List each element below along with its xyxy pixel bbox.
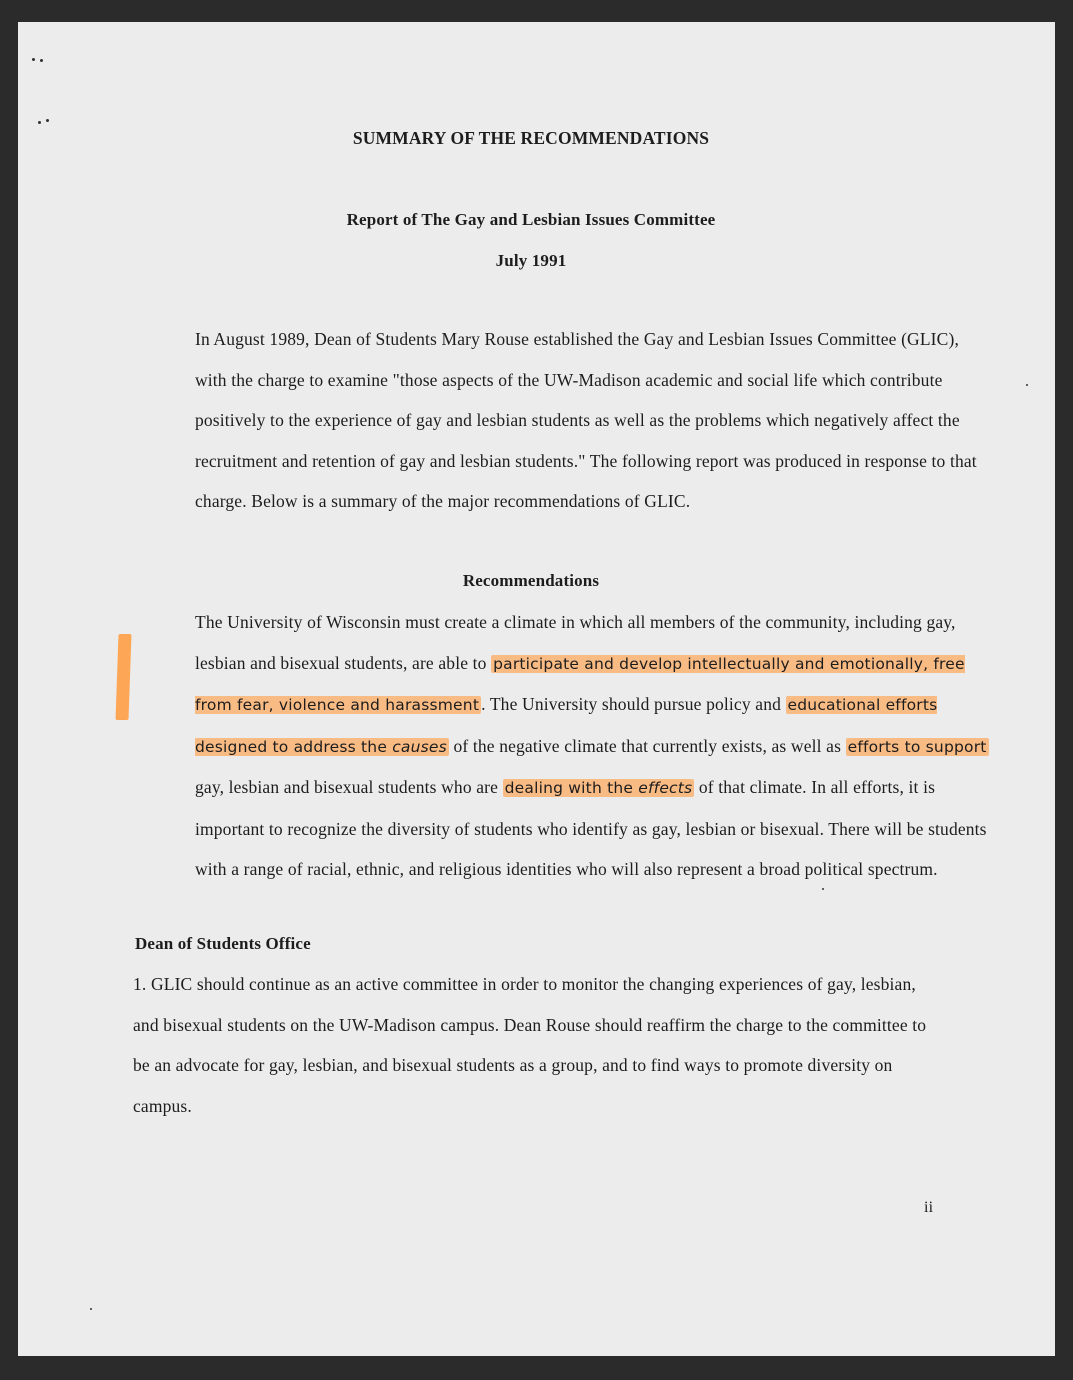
dust-speck <box>90 1308 92 1310</box>
recommendations-paragraph <box>133 602 995 890</box>
paragraph-text: of that climate. In all efforts, it is important to recognize the diversity of students who identify as gay, lesbian or bisexual. There will be students with a range of racial, ethnic, and religious identities who will also represent a broad political spectrum. <box>195 777 987 879</box>
highlighted-text-part: dealing with the <box>504 779 639 797</box>
report-subtitle: Report of The Gay and Lesbian Issues Committee <box>346 210 716 229</box>
dean-office-heading: Dean of Students Office <box>135 934 311 953</box>
paragraph-text: of the negative climate that currently exists, as well as <box>448 735 846 756</box>
margin-highlight-mark <box>115 634 131 720</box>
document-title: SUMMARY OF THE RECOMMENDATIONS <box>352 128 710 148</box>
report-date: July 1991 <box>495 251 567 270</box>
highlighted-text-part: educational efforts designed to address the <box>195 696 938 756</box>
dust-speck <box>822 888 824 890</box>
emphasized-word: causes <box>392 737 447 756</box>
intro-paragraph: In August 1989, Dean of Students Mary Rouse established the Gay and Lesbian Issues Committee (GLIC), with the charge to examine "those aspects of the UW-Madison academic and social life which contribute positively to the experience of gay and lesbian students as well as the problems which negatively affect the recruitment and retention of gay and lesbian students." The following report was produced in response to that charge. Below is a summary of the major recommendations of GLIC. <box>195 329 977 511</box>
punch-speck <box>32 58 35 61</box>
punch-speck <box>40 59 43 62</box>
recommendation-item-1: 1. GLIC should continue as an active committee in order to monitor the changing experiences of gay, lesbian, and bisexual students on the UW-Madison campus. Dean Rouse should reaffirm the charge to the committee to be an advocate for gay, lesbian, and bisexual students as a group, and to find ways to promote diversity on campus. <box>133 974 927 1116</box>
punch-speck <box>46 119 49 122</box>
punch-speck <box>38 121 41 124</box>
paragraph-text: . The University should pursue policy and <box>481 694 786 714</box>
paragraph-text: gay, lesbian and bisexual students who are <box>195 777 503 797</box>
highlighted-text <box>503 779 695 797</box>
document-page <box>18 22 1055 1356</box>
emphasized-word: effects <box>638 779 693 797</box>
dust-speck <box>1026 384 1028 386</box>
highlighted-text: efforts to support <box>847 737 987 756</box>
paragraph-text: The University of Wisconsin must create a climate in which all members of the community, including gay, lesbian and bisexual students, are able to <box>195 612 956 673</box>
recommendations-heading: Recommendations <box>462 571 600 590</box>
page-number: ii <box>924 1199 934 1216</box>
highlighted-text: participate and develop intellectually and emotionally, free from fear, violence and harassment <box>195 654 965 714</box>
